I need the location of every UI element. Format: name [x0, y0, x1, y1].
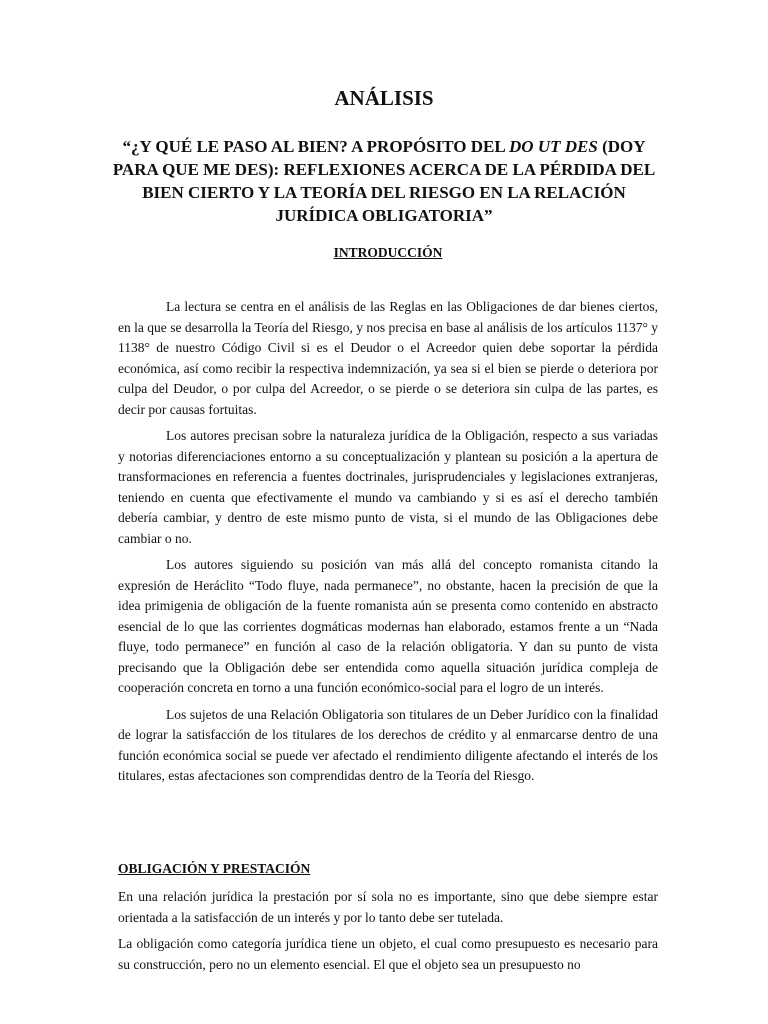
paragraph: La obligación como categoría jurídica tiene un objeto, el cual como presupuesto es necesario para su construcción, pero no un elemento esencial. El que el objeto sea un presupuesto no — [118, 936, 658, 972]
subtitle-part-2: (DOY PARA QUE ME DES): REFLEXIONES ACERCA DE LA PÉRDIDA DEL BIEN CIERTO Y LA TEORÍA DEL RIESGO EN LA RELACIÓN JURÍDICA OBLIGATORIA” — [112, 137, 656, 225]
section-heading-obligacion-prestacion: OBLIGACIÓN Y PRESTACIÓN — [118, 861, 311, 876]
section-body-introduccion — [118, 297, 658, 793]
paragraph: Los autores siguiendo su posición van más allá del concepto romanista citando la expresión de Heráclito “Todo fluye, nada permanece”, no obstante, hacen la precisión de que la idea primigenia de obligación de la fuente romanista aún se presenta como contenido en abstracto esencial de lo que las corrientes dogmáticas modernas han elaborado, estamos frente a un “Nada fluye, todo permanece” en función al caso de la relación obligatoria. Y dan su punto de vista precisando que la Obligación debe ser entendida como aquella situación jurídica compleja de cooperación concreta en torno a una función económico-social para el logro de un interés. — [118, 557, 658, 695]
section-heading-introduccion: INTRODUCCIÓN — [333, 245, 443, 260]
paragraph: Los sujetos de una Relación Obligatoria son titulares de un Deber Jurídico con la finalidad de lograr la satisfacción de los titulares de los derechos de crédito y al enmarcarse dentro de una función económica social se puede ver afectado el rendimiento diligente afectando el interés de los titulares, estas afectaciones son comprendidas dentro de la Teoría del Riesgo. — [118, 706, 658, 783]
document-title: ANÁLISIS — [334, 86, 434, 110]
paragraph: La lectura se centra en el análisis de las Reglas en las Obligaciones de dar bienes ciertos, en la que se desarrolla la Teoría del Riesgo, y nos precisa en base al análisis de los artículos 1137° y 1138° de nuestro Código Civil si es el Deudor o el Acreedor quien debe soportar la pérdida económica, así como recibir la respectiva indemnización, ya sea si el bien se pierde o deteriora por culpa del Deudor, o por culpa del Acreedor, o se pierde o se deteriora sin culpa de las partes, es decir por causas fortuitas. — [118, 299, 658, 417]
subtitle-italic-phrase: DO UT DES — [509, 137, 598, 156]
section-body-obligacion-prestacion — [118, 887, 658, 981]
subtitle-part-1: “¿Y QUÉ LE PASO AL BIEN? A PROPÓSITO DEL — [122, 137, 510, 156]
paragraph: Los autores precisan sobre la naturaleza jurídica de la Obligación, respecto a sus variadas y notorias diferenciaciones entorno a su conceptualización y plantean su posición a la apertura de transformaciones en referencia a fuentes doctrinales, jurisprudenciales y legislaciones extranjeras, teniendo en cuenta que efectivamente el mundo va cambiando y si es así el derecho también debería cambiar, y dentro de este mismo punto de vista, si el mundo de las Obligaciones debe cambiar o no. — [118, 428, 658, 546]
document-subtitle — [112, 135, 656, 227]
paragraph: En una relación jurídica la prestación por sí sola no es importante, sino que debe siempre estar orientada a la satisfacción de un interés y por lo tanto debe ser tutelada. — [118, 889, 658, 925]
